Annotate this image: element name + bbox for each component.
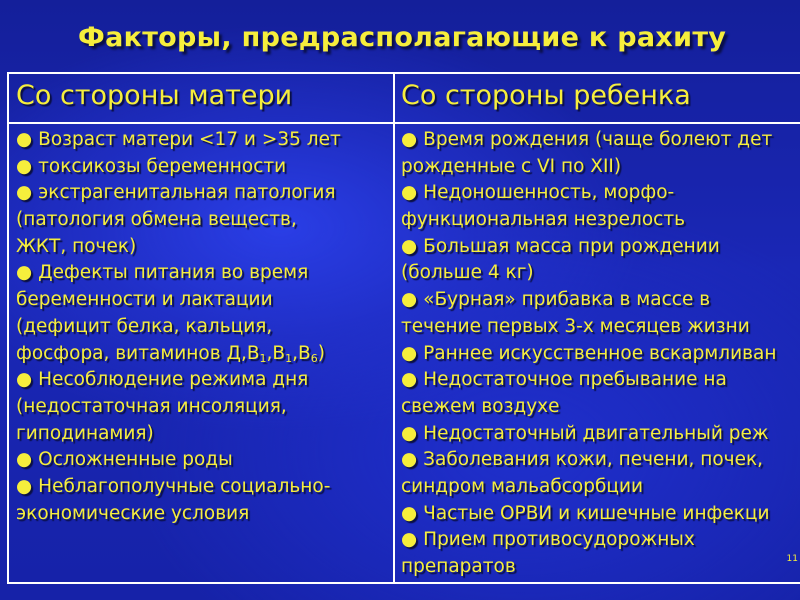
bullet-icon: ● (16, 155, 33, 177)
child-factor-line (401, 421, 776, 448)
child-factor-line (401, 501, 776, 528)
child-factors-list (401, 127, 776, 581)
mother-factor-line (16, 180, 341, 207)
child-factor-line (401, 154, 776, 181)
mother-factor-text (16, 343, 325, 364)
child-factor-text: «Бурная» прибавка в массе в (423, 289, 711, 311)
child-factor-text: свежем воздухе (401, 395, 560, 417)
child-factor-text: Заболевания кожи, печени, почек, (423, 449, 764, 471)
child-factor-line (401, 207, 776, 234)
bullet-icon: ● (401, 422, 418, 444)
child-factor-line (401, 394, 776, 421)
mother-factor-line (16, 314, 341, 341)
bullet-icon: ● (401, 289, 418, 311)
mother-factor-line (16, 341, 341, 368)
mother-factor-text: (патология обмена веществ, (16, 209, 297, 231)
child-factor-line (401, 554, 776, 581)
mother-factor-line (16, 367, 341, 394)
mother-factor-line (16, 447, 341, 474)
mother-factor-line (16, 207, 341, 234)
bullet-icon: ● (401, 235, 418, 257)
mother-factor-line (16, 421, 341, 448)
child-factor-line (401, 314, 776, 341)
mother-factor-text: токсикозы беременности (38, 155, 287, 177)
child-factor-text: рожденные с VI по XII) (401, 155, 622, 177)
mother-factor-line (16, 474, 341, 501)
child-factor-text: синдром мальабсорбции (401, 475, 644, 497)
header-divider (9, 122, 800, 124)
child-factor-text: Время рождения (чаще болеют дет (423, 129, 773, 150)
bullet-icon: ● (16, 369, 33, 391)
slide-title: Факторы, предрасполагающие к рахиту (78, 22, 727, 53)
vitamin-subscript: 1 (259, 351, 267, 365)
bullet-icon: ● (401, 449, 418, 471)
child-factor-text: Большая масса при рождении (423, 235, 720, 257)
child-factor-line (401, 127, 776, 154)
column-header-mother: Со стороны матери (16, 80, 293, 111)
child-factor-line (401, 527, 776, 554)
mother-factor-text: Дефекты питания во время (38, 262, 309, 284)
mother-factor-text: экономические условия (16, 502, 250, 524)
mother-factor-line (16, 501, 341, 528)
mother-factor-line (16, 287, 341, 314)
mother-factor-line (16, 127, 341, 154)
mother-factor-text: Несоблюдение режима дня (38, 369, 309, 391)
bullet-icon: ● (401, 182, 418, 204)
bullet-icon: ● (401, 342, 418, 364)
child-factor-text: Недоношенность, морфо- (423, 182, 675, 204)
factor-text-part: ,В (292, 342, 311, 364)
child-factor-line (401, 367, 776, 394)
bullet-icon: ● (16, 449, 33, 471)
child-factor-text: препаратов (401, 556, 516, 577)
factor-text-part: ) (317, 342, 325, 364)
mother-factor-text: (дефицит белка, кальция, (16, 315, 273, 337)
mother-factor-text: гиподинамия) (16, 422, 154, 444)
child-factor-line (401, 260, 776, 287)
factor-text-part: фосфора, витаминов Д,В (16, 342, 260, 364)
bullet-icon: ● (16, 182, 33, 204)
column-header-child: Со стороны ребенка (401, 80, 691, 111)
child-factor-line (401, 234, 776, 261)
mother-factor-line (16, 394, 341, 421)
bullet-icon: ● (16, 475, 33, 497)
bullet-icon: ● (16, 262, 33, 284)
child-factor-line (401, 474, 776, 501)
bullet-icon: ● (401, 369, 418, 391)
child-factor-text: течение первых 3-х месяцев жизни (401, 315, 750, 337)
child-factor-text: Недостаточное пребывание на (423, 369, 727, 391)
child-factor-text: Частые ОРВИ и кишечные инфекци (423, 502, 770, 524)
mother-factor-text: экстрагенитальная патология (38, 182, 336, 204)
child-factor-text: Недостаточный двигательный реж (423, 422, 769, 444)
child-factor-line (401, 341, 776, 368)
bullet-icon: ● (401, 529, 418, 551)
vitamin-subscript: 1 (285, 351, 293, 365)
mother-factor-text: (недостаточная инсоляция, (16, 395, 287, 417)
mother-factor-line (16, 154, 341, 181)
mother-factor-text: Возраст матери <17 и >35 лет (38, 129, 341, 150)
bullet-icon: ● (401, 502, 418, 524)
child-factor-text: Раннее искусственное вскармливан (423, 342, 777, 364)
mother-factor-line (16, 234, 341, 261)
mother-factor-text: беременности и лактации (16, 289, 273, 311)
factor-text-part: ,В (266, 342, 286, 364)
child-factor-line (401, 287, 776, 314)
mother-factor-text: ЖКТ, почек) (16, 235, 137, 257)
mother-factor-text: Неблагополучные социально- (38, 475, 331, 497)
child-factor-text: Прием противосудорожных (423, 529, 695, 551)
mother-factor-text: Осложненные роды (38, 449, 233, 471)
child-factor-text: (больше 4 кг) (401, 262, 534, 284)
child-factor-line (401, 180, 776, 207)
column-divider (393, 74, 395, 582)
vitamin-subscript: 6 (310, 351, 318, 365)
slide-number: 11 (786, 554, 798, 564)
mother-factors-list (16, 127, 341, 527)
child-factor-text: функциональная незрелость (401, 209, 686, 231)
bullet-icon: ● (16, 129, 33, 150)
bullet-icon: ● (401, 129, 418, 150)
child-factor-line (401, 447, 776, 474)
factors-table (7, 72, 800, 584)
mother-factor-line (16, 260, 341, 287)
